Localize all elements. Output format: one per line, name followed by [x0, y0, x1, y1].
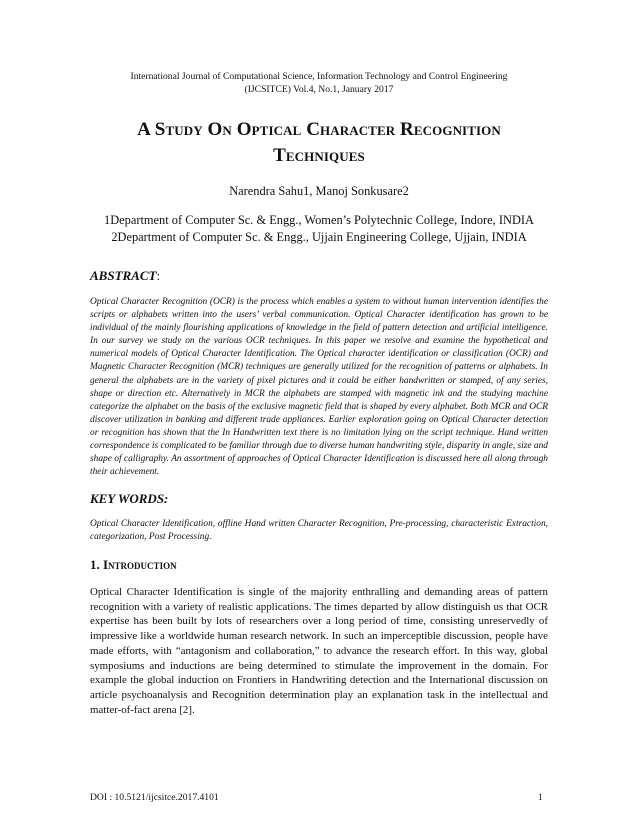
abstract-heading-colon: : — [156, 268, 161, 283]
keywords-heading: KEY WORDS: — [90, 491, 169, 506]
introduction-text: Optical Character Identification is single of the majority enthralling and demanding areas of pattern recognition with a variety of realistic applications. The times departed by allow distinguish us that OCR expertise has been built by lots of researchers over a long period of time, consisting unreservedly of impressive like a worldwide human research network. In such an imperceptible discussion, people have made efforts, with “antagonism and collaboration,” to advance the research effort. In this way, global symposiums and inductions are being determined to stimulate the improvement in the domain. For example the global induction on Frontiers in Handwriting detection and the International discussion on article psychoanalysis and Recognition determination play an explanation task in the intellectual and matter-of-fact arena [2]. — [90, 586, 548, 716]
footer-page-number: 1 — [538, 792, 543, 803]
paper-title-line2: Techniques — [273, 145, 365, 166]
affiliation-1: 1Department of Computer Sc. & Engg., Women’s Polytechnic College, Indore, INDIA — [104, 213, 534, 227]
author-list: Narendra Sahu1, Manoj Sonkusare2 — [229, 184, 409, 198]
abstract-heading-wrap — [90, 268, 160, 283]
paper-title-line1: A Study On Optical Character Recognition — [137, 119, 501, 140]
footer-doi: DOI : 10.5121/ijcsitce.2017.4101 — [90, 792, 219, 803]
abstract-heading: ABSTRACT — [90, 268, 157, 283]
journal-header — [60, 70, 578, 96]
affiliation-2: 2Department of Computer Sc. & Engg., Ujjain Engineering College, Ujjain, INDIA — [111, 229, 527, 244]
abstract-text: Optical Character Recognition (OCR) is the process which enables a system to without human intervention identifies the scripts or alphabets written into the users’ verbal communication. Optical Character identification has grown to be individual of the mainly flourishing applications of knowledge in the field of pattern detection and artificial intelligence. In our survey we study on the various OCR techniques. In this paper we resolve and examine the hypothetical and numerical models of Optical Character Identification. The Optical character identification or classification (OCR) and Magnetic Character Recognition (MCR) techniques are generally utilized for the recognition of patterns or alphabets. In general the alphabets are in the variety of pixel pictures and it could be either handwritten or stamped, of any series, shape or direction etc. Alternatively in MCR the alphabets are stamped with magnetic ink and the studying machine categorize the alphabet on the basis of the exclusive magnetic field that is shaped by every alphabet. Both MCR and OCR discover utilization in banking and different trade appliances. Earlier exploration going on Optical Character detection or recognition has shown that the In Handwritten text there is no limitation lying on the script technique. Hand written correspondence is complicated to be familiar through due to diverse human handwriting style, disparity in angle, size and shape of calligraphy. An assortment of approaches of Optical Character Identification is discussed here all along through their achievement. — [90, 297, 548, 478]
keywords-text: Optical Character Identification, offline Hand written Character Recognition, Pre-processing, characteristic Extraction, categorization, Post Processing. — [90, 519, 548, 543]
journal-volume: (IJCSITCE) Vol.4, No.1, January 2017 — [244, 84, 394, 95]
journal-name: International Journal of Computational Science, Information Technology and Control Engineering — [130, 71, 508, 82]
affiliations — [60, 212, 578, 245]
introduction-heading: 1. Introduction — [90, 557, 177, 572]
paper-title — [60, 117, 578, 169]
